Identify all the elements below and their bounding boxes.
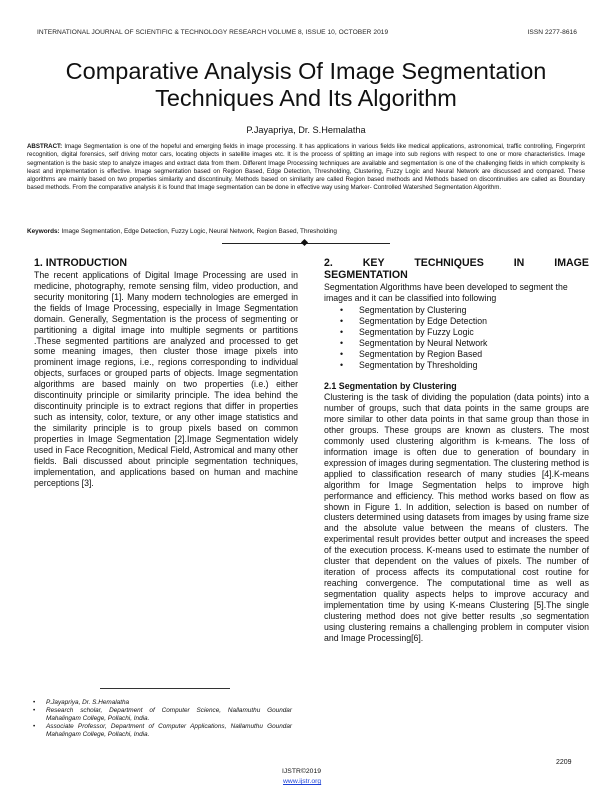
right-column: [324, 258, 589, 644]
author-footnotes: [30, 699, 292, 739]
section-2-heading-cont: SEGMENTATION: [324, 268, 408, 281]
running-header: [37, 29, 577, 36]
list-item: • Segmentation by Neural Network: [340, 337, 488, 348]
authors: P.Jayapriya, Dr. S.Hemalatha: [246, 125, 366, 135]
page-number: 2209: [556, 759, 572, 766]
footnote-item: • P.Jayapriya, Dr. S.Hemalatha: [33, 699, 130, 706]
diamond-ornament-icon: [301, 239, 308, 246]
techniques-list: [324, 305, 589, 372]
section-1-heading: 1. INTRODUCTION: [34, 257, 127, 269]
abstract-text: Image Segmentation is one of the hopeful and emerging fields in image processing. It has applications in various fields like medical applications, astronomical, traffic controlling, Fingerprint recognition, digital forensics, self driving motor cars, locating objects in satellite images etc. It is the process of splitting an image into sub regions with respect to one or more characteristics. Image segmentation is the basic step to analyze images and extract data from them. Different Image Processing techniques are available and segmentation is one of the challenging fields in which complexity is least and implementation is effective. Image segmentation based on Region Based, Edge Detection, Thresholding, Clustering, Fuzzy Logic and Neural Network are discussed and compared. These algorithms are mainly based on two properties similarity and discontinuity. Methods based on similarity are called Region based methods and Methods based on discontinuities are called as Boundary based methods. From the comparative analysis it is found that Image segmentation can be done in effective way using Marker- Controlled Watershed Segmentation Algorithm.: [27, 143, 585, 192]
list-item: • Segmentation by Clustering: [340, 304, 467, 315]
footnote-item: • Associate Professor, Department of Computer Applications, Nallamuthu Goundar Mahalingam College, Pollachi, India.: [33, 723, 292, 739]
subsection-2-1-heading: 2.1 Segmentation by Clustering: [324, 381, 457, 392]
paper-title: [30, 58, 582, 112]
title-line-2: Techniques And Its Algorithm: [155, 85, 457, 111]
keywords: [27, 228, 337, 235]
left-column: [34, 258, 298, 489]
journal-info: INTERNATIONAL JOURNAL OF SCIENTIFIC & TECHNOLOGY RESEARCH VOLUME 8, ISSUE 10, OCTOBER 2019: [37, 29, 389, 36]
bullet-icon: •: [340, 359, 344, 370]
footnote-item: • Research scholar, Department of Computer Science, Nallamuthu Goundar Mahalingam College, Pollachi, India.: [33, 707, 292, 723]
section-1-body: The recent applications of Digital Image Processing are used in medicine, photography, remote sensing film, video production, and security monitoring [1]. Many modern technologies are emerged in the fields of Image Processing, especially in Image Segmentation domain. Generally, Segmentation is the process of segmenting or partitioning a digital image into multiple segments or partitions .These segmented partitions are analyzed and processed to get some meaning images, then cluster those image pixels into prominent image regions, i.e., regions corresponding to individual objects, surfaces or grouped parts of objects. Image segmentation algorithms are based mainly on two properties (i.e.) either discontinuity principle or similarity principle. The idea behind the discontinuity principle is to extract regions that differ in properties such as intensity, color, texture, or any other image statistics and the similarity principle is to group pixels based on common properties in Image Segmentation [2].Image Segmentation widely used in Face Recognition, Medical Field, Astromical and many other fields. Bali discussed about principle segmentation techniques, implementation, and applications based on human and machine perceptions [3].: [34, 269, 298, 488]
keywords-text: Image Segmentation, Edge Detection, Fuzzy Logic, Neural Network, Region Based, Thresholding: [59, 228, 337, 235]
list-item: • Segmentation by Region Based: [340, 348, 483, 359]
bullet-icon: •: [33, 699, 36, 706]
abstract-label: ABSTRACT:: [27, 143, 63, 150]
section-2-intro: Segmentation Algorithms have been developed to segment the images and it can be classified into following: [324, 281, 568, 303]
issn: ISSN 2277-8616: [527, 29, 577, 36]
bullet-icon: •: [340, 337, 344, 348]
publisher-copyright: IJSTR©2019: [282, 768, 322, 775]
bullet-icon: •: [33, 723, 36, 731]
subsection-2-1-body: Clustering is the task of dividing the population (data points) into a number of groups, such that data points in the same groups are more similar to other data points in that same group than those in other groups. These groups are known as clusters. The most commonly used clustering algorithm is k-means. The loss of information image is often due to generation of boundary in expression of images during segmentation. The clustering method is applied to classification research of many studies [4].K-means algorithm for Image Segmentation helps to improve high performance and efficiency. This method works based on flow as shown in Figure 1. In addition, selection is based on number of clusters determined using datasets from images by using frame size and the absolute value between the means of clusters. The experimental result provides better output and increases the speed of the execution process. K-means used to estimate the number of cluster that dependent on the values of pixels. The number of iteration of process affects its computational cost routine for reaching convergence. The computational time as well as segmentation quality aspects helps to improve accuracy and implementation time by using K-means Clustering [5].The single clustering method does not give better results ,so segmentation using clustering remains a challenging problem in computer vision and Image Processing[6].: [324, 391, 589, 643]
bullet-icon: •: [340, 315, 344, 326]
bullet-icon: •: [340, 326, 344, 337]
list-item: • Segmentation by Edge Detection: [340, 315, 487, 326]
list-item: • Segmentation by Fuzzy Logic: [340, 326, 474, 337]
title-line-1: Comparative Analysis Of Image Segmentation: [65, 58, 547, 84]
bullet-icon: •: [33, 707, 36, 715]
section-2-heading-line-1: 2. KEY TECHNIQUES IN IMAGE: [324, 257, 589, 269]
abstract: [27, 143, 585, 193]
keywords-label: Keywords:: [27, 228, 60, 235]
bullet-icon: •: [340, 348, 344, 359]
footnote-rule: [100, 688, 230, 689]
website-link[interactable]: www.ijstr.org: [283, 778, 322, 785]
bullet-icon: •: [340, 304, 344, 315]
list-item: • Segmentation by Thresholding: [340, 359, 478, 370]
section-separator: [222, 241, 390, 245]
